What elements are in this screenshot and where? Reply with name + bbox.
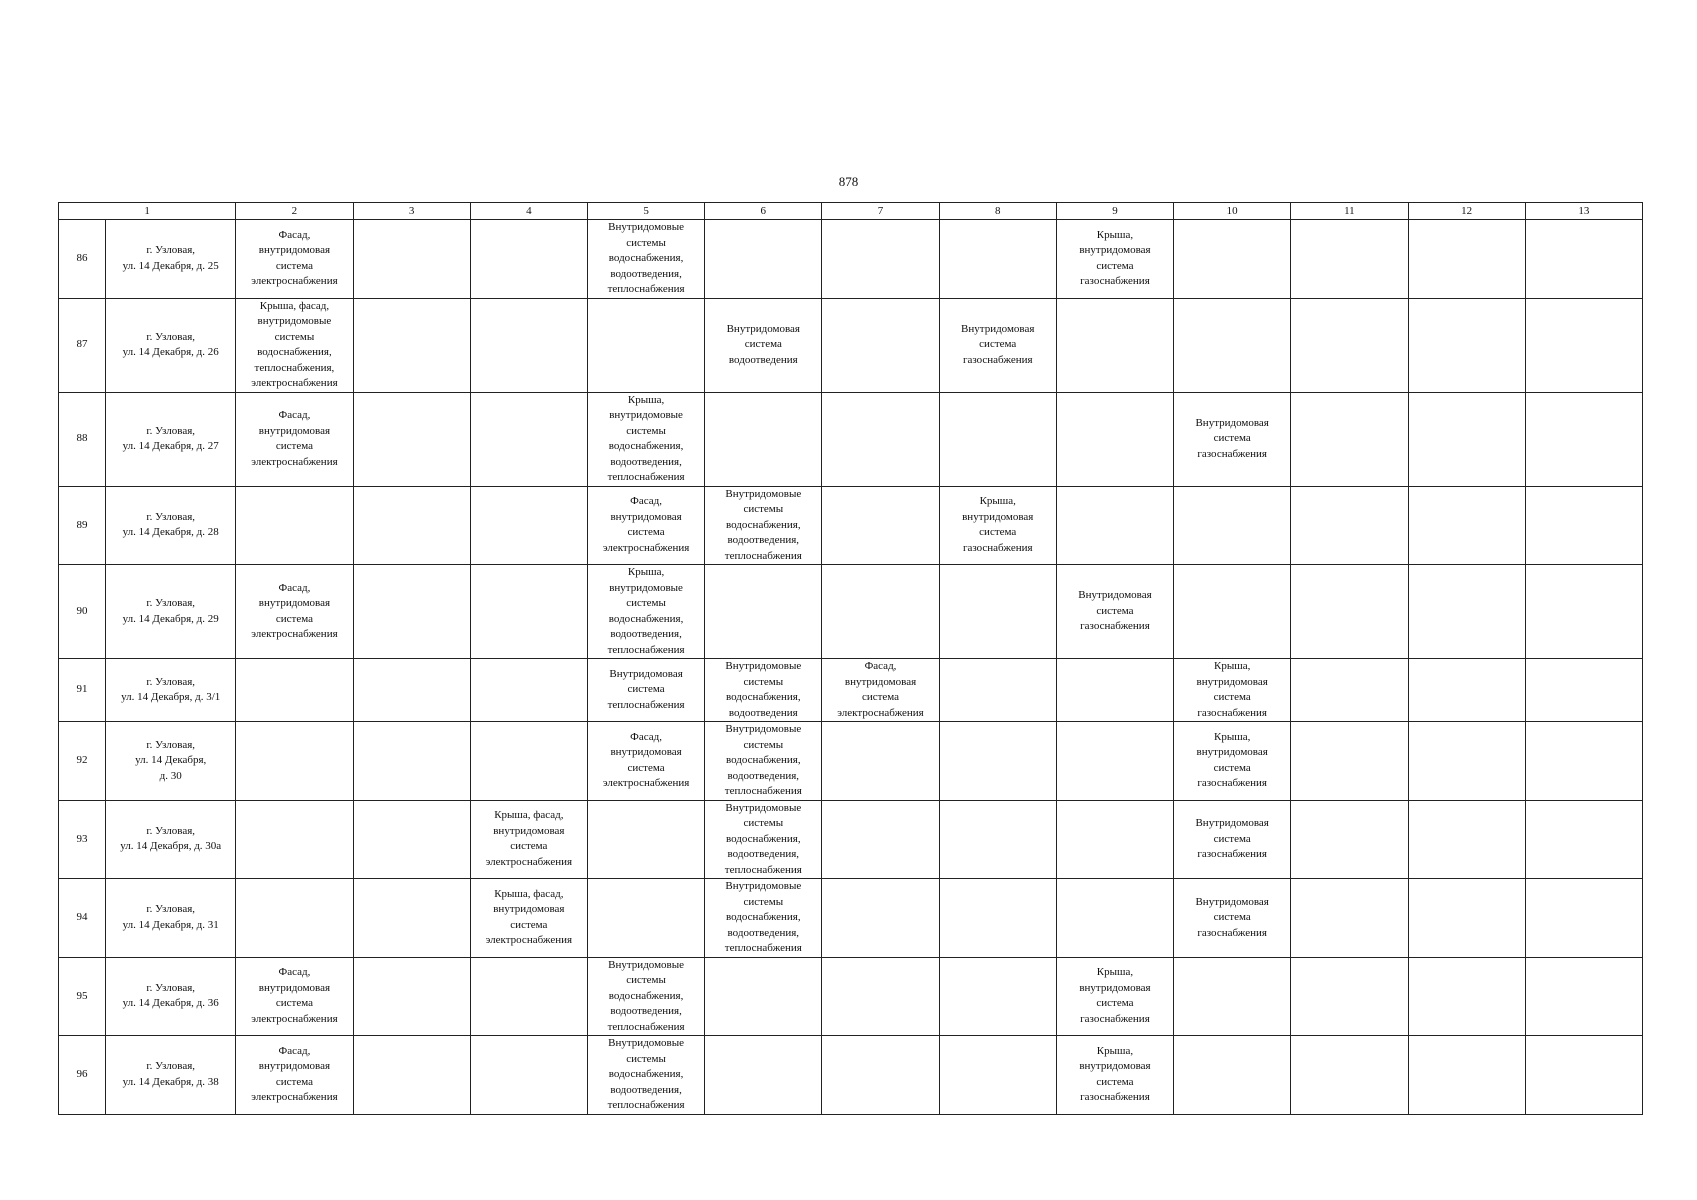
address-text: г. Узловая, ул. 14 Декабря, д. 38 xyxy=(122,1060,219,1088)
work-type-cell xyxy=(705,298,822,392)
work-type-cell xyxy=(1056,659,1173,722)
work-type-cell xyxy=(1174,800,1291,879)
work-type-cell xyxy=(470,1036,587,1115)
work-type-cell xyxy=(822,800,939,879)
work-type-cell xyxy=(1291,722,1408,801)
work-type-cell xyxy=(1291,298,1408,392)
column-header: 2 xyxy=(236,203,353,220)
work-type-cell xyxy=(470,722,587,801)
work-type-cell xyxy=(1525,1036,1642,1115)
work-type-text: Крыша, внутридомовая система газоснабжения xyxy=(1196,730,1268,790)
row-number-cell: 88 xyxy=(59,392,106,486)
work-type-cell xyxy=(587,722,704,801)
work-type-cell xyxy=(1174,957,1291,1036)
work-type-cell xyxy=(822,659,939,722)
work-type-cell xyxy=(353,220,470,299)
work-type-text: Фасад, внутридомовая система электроснабжения xyxy=(251,409,338,468)
work-type-cell xyxy=(587,565,704,659)
work-type-cell xyxy=(353,298,470,392)
work-type-text: Крыша, внутридомовые системы водоснабжения, водоотведения, теплоснабжения xyxy=(607,393,685,483)
table-row xyxy=(59,1036,1643,1115)
address-cell xyxy=(106,392,236,486)
address-text: г. Узловая, ул. 14 Декабря, д. 25 xyxy=(122,244,219,272)
address-text: г. Узловая, ул. 14 Декабря, д. 26 xyxy=(122,330,219,358)
work-type-cell xyxy=(822,220,939,299)
work-type-cell xyxy=(236,879,353,958)
column-header: 5 xyxy=(587,203,704,220)
work-type-cell xyxy=(1291,392,1408,486)
work-type-cell xyxy=(1408,659,1525,722)
row-number-cell: 87 xyxy=(59,298,106,392)
work-type-cell xyxy=(822,392,939,486)
table-row xyxy=(59,298,1643,392)
work-type-cell xyxy=(236,220,353,299)
work-type-cell xyxy=(1174,565,1291,659)
work-type-cell xyxy=(1174,1036,1291,1115)
work-type-cell xyxy=(939,879,1056,958)
row-number-cell: 86 xyxy=(59,220,106,299)
work-type-cell xyxy=(705,879,822,958)
work-type-cell xyxy=(1291,879,1408,958)
work-type-text: Крыша, внутридомовые системы водоснабжения, водоотведения, теплоснабжения xyxy=(607,566,685,656)
work-type-cell xyxy=(1174,298,1291,392)
table-row xyxy=(59,957,1643,1036)
work-type-text: Внутридомовые системы водоснабжения, водоотведения xyxy=(725,660,802,719)
column-number-row xyxy=(59,203,1643,220)
work-type-cell xyxy=(587,486,704,565)
work-type-text: Крыша, фасад, внутридомовая система электроснабжения xyxy=(485,809,573,868)
address-text: г. Узловая, ул. 14 Декабря, д. 27 xyxy=(122,424,219,452)
column-header: 7 xyxy=(822,203,939,220)
work-type-text: Фасад, внутридомовая система электроснабжения xyxy=(251,228,338,288)
column-header: 6 xyxy=(705,203,822,220)
column-header: 13 xyxy=(1525,203,1642,220)
work-type-cell xyxy=(1408,565,1525,659)
address-text: г. Узловая, ул. 14 Декабря, д. 30а xyxy=(120,824,222,853)
work-type-cell xyxy=(353,486,470,565)
table-row xyxy=(59,879,1643,958)
work-type-cell xyxy=(353,565,470,659)
table-row xyxy=(59,565,1643,659)
column-header: 4 xyxy=(470,203,587,220)
work-type-text: Внутридомовая система газоснабжения xyxy=(1195,416,1269,460)
work-type-cell xyxy=(939,392,1056,486)
work-type-cell xyxy=(470,486,587,565)
work-type-text: Внутридомовые системы водоснабжения, водоотведения, теплоснабжения xyxy=(724,880,802,954)
work-type-cell xyxy=(470,659,587,722)
work-type-cell xyxy=(1174,659,1291,722)
work-type-cell xyxy=(587,220,704,299)
work-type-cell xyxy=(470,565,587,659)
work-type-cell xyxy=(1408,722,1525,801)
work-type-cell xyxy=(1408,879,1525,958)
work-type-text: Фасад, внутридомовая система электроснабжения xyxy=(251,581,338,640)
work-type-cell xyxy=(1408,800,1525,879)
work-type-cell xyxy=(939,722,1056,801)
work-type-cell xyxy=(939,486,1056,565)
work-type-cell xyxy=(1056,565,1173,659)
work-type-cell xyxy=(822,957,939,1036)
work-type-text: Фасад, внутридомовая система электроснабжения xyxy=(251,966,338,1025)
table-row xyxy=(59,722,1643,801)
work-type-cell xyxy=(1525,565,1642,659)
work-type-text: Фасад, внутридомовая система электроснабжения xyxy=(602,495,690,554)
work-type-cell xyxy=(1408,957,1525,1036)
work-type-text: Внутридомовые системы водоснабжения, водоотведения, теплоснабжения xyxy=(607,1037,685,1111)
work-type-cell xyxy=(822,565,939,659)
work-type-cell xyxy=(1408,486,1525,565)
work-type-cell xyxy=(470,298,587,392)
work-type-cell xyxy=(1408,392,1525,486)
work-type-cell xyxy=(236,392,353,486)
work-type-cell xyxy=(939,298,1056,392)
work-type-cell xyxy=(1056,957,1173,1036)
work-type-cell xyxy=(1056,800,1173,879)
work-type-cell xyxy=(939,1036,1056,1115)
work-type-text: Крыша, фасад, внутридомовые системы водоснабжения, теплоснабжения, электроснабжения xyxy=(251,299,338,389)
table-row xyxy=(59,220,1643,299)
address-cell xyxy=(106,220,236,299)
work-type-text: Внутридомовая система газоснабжения xyxy=(1078,589,1152,633)
work-type-cell xyxy=(1291,1036,1408,1115)
work-type-cell xyxy=(587,1036,704,1115)
work-type-cell xyxy=(236,565,353,659)
row-number-cell: 89 xyxy=(59,486,106,565)
table-row xyxy=(59,659,1643,722)
table-row xyxy=(59,800,1643,879)
address-text: г. Узловая, ул. 14 Декабря, д. 3/1 xyxy=(121,675,221,703)
address-text: г. Узловая, ул. 14 Декабря, д. 30 xyxy=(135,738,207,782)
row-number-cell: 91 xyxy=(59,659,106,722)
work-type-cell xyxy=(939,220,1056,299)
work-type-cell xyxy=(939,565,1056,659)
column-header: 3 xyxy=(353,203,470,220)
work-type-text: Внутридомовые системы водоснабжения, водоотведения, теплоснабжения xyxy=(607,958,685,1033)
work-type-cell xyxy=(353,659,470,722)
row-number-cell: 93 xyxy=(59,800,106,879)
work-type-cell xyxy=(1291,957,1408,1036)
work-type-cell xyxy=(353,879,470,958)
work-type-cell xyxy=(1408,1036,1525,1115)
work-type-cell xyxy=(939,659,1056,722)
work-type-text: Внутридомовые системы водоснабжения, водоотведения, теплоснабжения xyxy=(607,221,685,295)
work-type-cell xyxy=(470,392,587,486)
work-type-cell xyxy=(236,800,353,879)
work-type-cell xyxy=(1056,220,1173,299)
work-type-cell xyxy=(705,486,822,565)
address-cell xyxy=(106,298,236,392)
column-header: 1 xyxy=(59,203,236,220)
work-type-cell xyxy=(587,957,704,1036)
address-text: г. Узловая, ул. 14 Декабря, д. 29 xyxy=(122,597,219,625)
work-type-cell xyxy=(705,659,822,722)
work-type-text: Внутридомовые системы водоснабжения, водоотведения, теплоснабжения xyxy=(724,487,802,562)
address-cell xyxy=(106,1036,236,1115)
work-type-cell xyxy=(1174,879,1291,958)
address-cell xyxy=(106,565,236,659)
work-type-text: Внутридомовая система теплоснабжения xyxy=(607,667,685,711)
work-type-text: Внутридомовая система газоснабжения xyxy=(961,322,1035,366)
work-type-cell xyxy=(1525,392,1642,486)
work-type-cell xyxy=(1056,486,1173,565)
work-type-cell xyxy=(587,879,704,958)
work-type-cell xyxy=(1408,220,1525,299)
work-type-text: Фасад, внутридомовая система электроснабжения xyxy=(602,730,690,790)
work-type-cell xyxy=(353,392,470,486)
work-type-text: Крыша, внутридомовая система газоснабжения xyxy=(1079,228,1151,288)
work-type-cell xyxy=(1174,220,1291,299)
work-type-cell xyxy=(1056,722,1173,801)
work-type-cell xyxy=(587,659,704,722)
work-type-cell xyxy=(822,298,939,392)
work-type-cell xyxy=(822,722,939,801)
work-type-cell xyxy=(353,957,470,1036)
work-type-cell xyxy=(587,298,704,392)
work-type-cell xyxy=(705,565,822,659)
work-type-cell xyxy=(822,486,939,565)
work-type-cell xyxy=(587,392,704,486)
work-type-cell xyxy=(1056,1036,1173,1115)
address-text: г. Узловая, ул. 14 Декабря, д. 28 xyxy=(122,510,219,539)
work-type-text: Внутридомовая система водоотведения xyxy=(726,322,800,366)
work-type-text: Фасад, внутридомовая система электроснабжения xyxy=(251,1044,338,1104)
column-header: 11 xyxy=(1291,203,1408,220)
work-type-text: Крыша, фасад, внутридомовая система электроснабжения xyxy=(485,887,573,947)
work-type-cell xyxy=(470,957,587,1036)
work-type-cell xyxy=(1291,659,1408,722)
work-type-text: Внутридомовые системы водоснабжения, водоотведения, теплоснабжения xyxy=(724,723,802,797)
work-type-text: Крыша, внутридомовая система газоснабжения xyxy=(1079,1044,1151,1104)
work-type-cell xyxy=(1525,220,1642,299)
work-type-cell xyxy=(705,722,822,801)
address-cell xyxy=(106,486,236,565)
work-type-text: Фасад, внутридомовая система электроснабжения xyxy=(837,660,924,719)
work-type-cell xyxy=(470,800,587,879)
address-cell xyxy=(106,659,236,722)
work-type-cell xyxy=(236,722,353,801)
work-type-cell xyxy=(1291,220,1408,299)
work-type-cell xyxy=(705,220,822,299)
work-type-cell xyxy=(353,1036,470,1115)
work-type-cell xyxy=(1291,565,1408,659)
work-type-cell xyxy=(1408,298,1525,392)
row-number-cell: 90 xyxy=(59,565,106,659)
work-type-cell xyxy=(1056,392,1173,486)
work-type-cell xyxy=(236,1036,353,1115)
work-type-cell xyxy=(705,392,822,486)
work-type-cell xyxy=(470,879,587,958)
work-type-cell xyxy=(1056,298,1173,392)
address-text: г. Узловая, ул. 14 Декабря, д. 31 xyxy=(122,903,219,931)
work-type-cell xyxy=(470,220,587,299)
work-type-cell xyxy=(236,659,353,722)
work-type-text: Внутридомовая система газоснабжения xyxy=(1195,895,1269,939)
work-type-text: Внутридомовые системы водоснабжения, водоотведения, теплоснабжения xyxy=(724,801,802,876)
address-cell xyxy=(106,879,236,958)
column-header: 9 xyxy=(1056,203,1173,220)
column-header: 8 xyxy=(939,203,1056,220)
work-type-cell xyxy=(353,722,470,801)
work-type-cell xyxy=(1525,298,1642,392)
work-type-cell xyxy=(705,957,822,1036)
work-type-cell xyxy=(587,800,704,879)
work-type-cell xyxy=(1525,486,1642,565)
repair-schedule-table xyxy=(58,202,1643,1115)
column-header: 10 xyxy=(1174,203,1291,220)
work-type-cell xyxy=(1174,486,1291,565)
address-cell xyxy=(106,957,236,1036)
table-body xyxy=(59,220,1643,1115)
work-type-cell xyxy=(1174,392,1291,486)
table-row xyxy=(59,392,1643,486)
work-type-cell xyxy=(236,298,353,392)
work-type-cell xyxy=(1174,722,1291,801)
work-type-cell xyxy=(939,800,1056,879)
address-text: г. Узловая, ул. 14 Декабря, д. 36 xyxy=(122,981,219,1010)
page-number: 878 xyxy=(838,174,859,189)
work-type-cell xyxy=(236,486,353,565)
work-type-text: Крыша, внутридомовая система газоснабжения xyxy=(1079,966,1151,1025)
column-header: 12 xyxy=(1408,203,1525,220)
work-type-cell xyxy=(822,1036,939,1115)
work-type-text: Крыша, внутридомовая система газоснабжения xyxy=(1196,660,1268,719)
work-type-cell xyxy=(822,879,939,958)
work-type-cell xyxy=(1291,800,1408,879)
work-type-cell xyxy=(939,957,1056,1036)
work-type-cell xyxy=(1056,879,1173,958)
work-type-cell xyxy=(705,800,822,879)
address-cell xyxy=(106,722,236,801)
work-type-cell xyxy=(705,1036,822,1115)
work-type-cell xyxy=(1525,879,1642,958)
row-number-cell: 94 xyxy=(59,879,106,958)
work-type-cell xyxy=(1525,659,1642,722)
row-number-cell: 96 xyxy=(59,1036,106,1115)
row-number-cell: 92 xyxy=(59,722,106,801)
work-type-cell xyxy=(1525,957,1642,1036)
work-type-cell xyxy=(353,800,470,879)
work-type-text: Внутридомовая система газоснабжения xyxy=(1195,817,1269,860)
row-number-cell: 95 xyxy=(59,957,106,1036)
work-type-text: Крыша, внутридомовая система газоснабжения xyxy=(962,495,1034,554)
work-type-cell xyxy=(1525,722,1642,801)
work-type-cell xyxy=(1291,486,1408,565)
work-type-cell xyxy=(236,957,353,1036)
table-row xyxy=(59,486,1643,565)
address-cell xyxy=(106,800,236,879)
work-type-cell xyxy=(1525,800,1642,879)
